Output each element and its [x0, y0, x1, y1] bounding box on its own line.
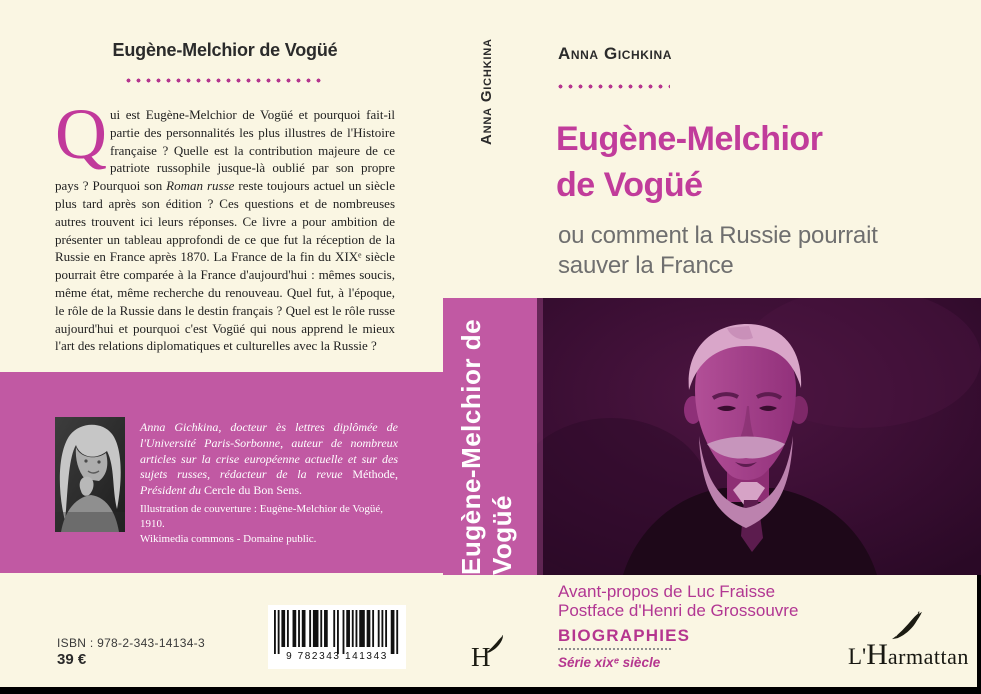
collection-dotted-underline — [558, 648, 671, 650]
spine-author: Anna Gichkina — [478, 38, 495, 145]
barcode-bars — [274, 610, 400, 656]
back-cover-blurb — [55, 94, 395, 355]
right-edge-strip — [977, 575, 981, 694]
barcode — [268, 605, 406, 669]
bottom-edge-strip — [0, 687, 981, 694]
front-author: Anna Gichkina — [558, 44, 673, 63]
cover-credit — [140, 502, 410, 547]
foreword-line: Avant-propos de Luc Fraisse — [558, 582, 776, 601]
front-subtitle — [558, 221, 978, 281]
blurb-dropcap: Q — [55, 94, 107, 174]
spine-publisher-mark: H — [471, 642, 491, 672]
publisher-logo — [848, 614, 981, 674]
series-label: Série xixᵉ siècle — [558, 655, 661, 670]
back-dotted-rule — [126, 78, 326, 83]
front-title — [556, 116, 976, 208]
back-cover-title: Eugène-Melchior de Vogüé — [112, 40, 338, 60]
collection-label: BIOGRAPHIES — [558, 626, 691, 645]
front-subtitle-line-1: ou comment la Russie pourrait — [558, 222, 878, 249]
credit-line-2: Wikimedia commons - Domaine public. — [140, 533, 317, 545]
author-photo — [55, 417, 125, 532]
price-label: 39 € — [57, 651, 87, 668]
harmattan-leaf-icon — [484, 634, 506, 654]
spine-title-wrap — [443, 298, 531, 575]
front-title-line-2: de Vogüé — [556, 166, 703, 204]
front-dotted-rule — [558, 84, 670, 89]
portrait-photo — [531, 298, 981, 575]
isbn-label: ISBN : 978-2-343-14134-3 — [57, 636, 205, 650]
blurb-text: ui est Eugène-Melchior de Vogüé et pourquoi fait-il partie des personnalités les plus illustres de l'Histoire française ? Quelle est la contribution majeure de ce patriote russophile jusque-là oublié par son propre pays ? Pourquoi son Roman russe reste toujours actuel un siècle plus tard après son édition ? Ces questions et de nombreuses autres trouvent ici leurs réponses. Ce livre a pour ambition de présenter un tableau approfondi de ce que fut la réception de la Russie en France après 1870. La France de la fin du XIXᵉ siècle pourrait être comparée à la France d'aujourd'hui : mêmes soucis, même état, même recherche du renouveau. Quel fut, à l'époque, le rôle de la Russie dans le destin français ? Quel est le rôle russe aujourd'hui et pourquoi c'est Vogüé qui nous apprend le mieux l'art des relations diplomatiques et culturelles avec la Russie ? — [55, 107, 395, 354]
author-bio-text: Anna Gichkina, docteur ès lettres diplômée de l'Université Paris-Sorbonne, auteur de nombreux articles sur la crise européenne actuelle et sur des sujets russes, rédacteur de la revue Méthode, Président du Cercle du Bon Sens. — [140, 420, 398, 498]
front-subtitle-line-2: sauver la France — [558, 252, 734, 279]
credit-line-1: Illustration de couverture : Eugène-Melchior de Vogüé, 1910. — [140, 503, 384, 530]
front-title-line-1: Eugène-Melchior — [556, 120, 823, 158]
barcode-number: 9 782343 141343 — [286, 651, 388, 662]
foreword-block — [558, 583, 798, 620]
spine-title: Eugène-Melchior de Vogüé — [456, 318, 517, 575]
postface-line: Postface d'Henri de Grossouvre — [558, 600, 799, 620]
publisher-wordmark: L'Harmattan — [848, 638, 969, 671]
spine-publisher-logo — [469, 638, 515, 678]
harmattan-leaf-icon — [890, 610, 924, 640]
